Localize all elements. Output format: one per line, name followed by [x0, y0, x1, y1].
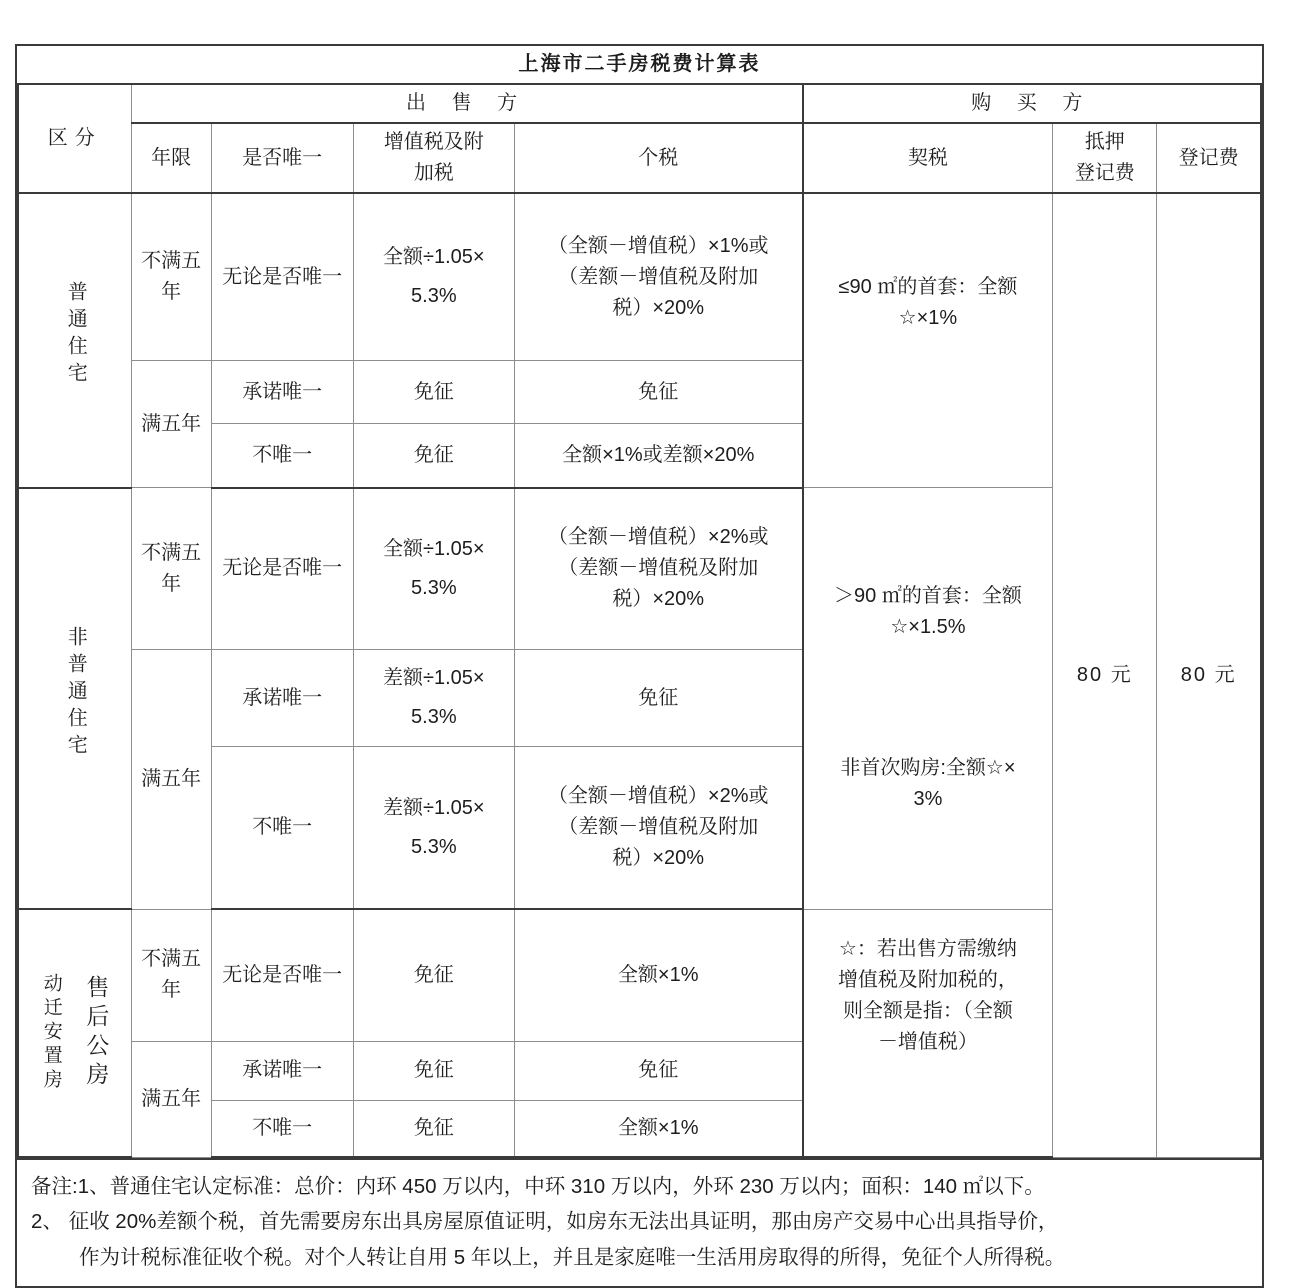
column-header-mortgage-fee: [1053, 123, 1157, 193]
income-tax-line: （差额－增值税及附加: [558, 816, 759, 838]
footer-note-line-3: 作为计税标准征收个税。对个人转让自用 5 年以上，并且是家庭唯一生活用房取得的所得，免征个人所得税。: [79, 1245, 1066, 1269]
unique-cell: 承诺唯一: [211, 1041, 353, 1101]
unique-cell: 承诺唯一: [211, 650, 353, 747]
category-non-ordinary-housing: 非普通住宅: [18, 488, 131, 910]
column-header-row: [18, 123, 1261, 193]
column-header-mortgage-fee-line1: 抵押: [1084, 131, 1125, 153]
deed-tax-line: ☆×1.5%: [890, 616, 966, 639]
income-tax-line: （全额－增值税）×1%或: [547, 234, 769, 257]
deed-tax-line: ＞90 ㎡的首套：全额: [834, 585, 1022, 608]
deed-tax-line: 3%: [913, 788, 943, 811]
footer-notes: [17, 1158, 1262, 1286]
column-header-vat-line2: 加税: [413, 162, 454, 184]
deed-tax-line: ≤90 ㎡的首套：全额: [838, 276, 1018, 298]
income-tax-line: （差额－增值税及附加: [558, 265, 759, 288]
vat-cell: [353, 747, 514, 910]
years-cell: 满五年: [131, 650, 211, 910]
vat-line: 5.3%: [411, 835, 457, 858]
tax-table: [17, 46, 1262, 1158]
unique-cell: 承诺唯一: [211, 361, 353, 424]
column-header-unique: 是否唯一: [211, 123, 353, 193]
years-cell: 满五年: [131, 361, 211, 488]
income-tax-line: 税）×20%: [612, 847, 705, 869]
vat-line: 差额÷1.05×: [383, 667, 485, 689]
mortgage-registration-fee-cell: 80 元: [1053, 193, 1157, 1157]
vat-cell: 免征: [353, 424, 514, 488]
unique-cell: 不唯一: [211, 424, 353, 488]
income-tax-line: （全额－增值税）×2%或: [547, 785, 769, 807]
group-header-row: [18, 84, 1261, 123]
years-cell: 不满五年: [131, 909, 211, 1041]
vat-cell: 免征: [353, 1101, 514, 1157]
page-title: 上海市二手房税费计算表: [18, 46, 1261, 84]
vat-line: 5.3%: [411, 706, 457, 728]
star-note-line: 则全额是指：（全额: [842, 999, 1013, 1022]
deed-tax-cell-small-first-home: [803, 193, 1053, 488]
deed-tax-line: ☆×1%: [898, 307, 958, 329]
income-tax-cell: 免征: [514, 361, 802, 424]
unique-cell: 无论是否唯一: [211, 909, 353, 1041]
income-tax-cell: [514, 747, 802, 910]
group-header-seller: 出 售 方: [131, 84, 803, 123]
column-header-years: 年限: [131, 123, 211, 193]
income-tax-cell: 全额×1%: [514, 909, 802, 1041]
vat-cell: [353, 193, 514, 361]
star-note-line: －增值税）: [877, 1030, 978, 1053]
vat-cell: [353, 488, 514, 650]
income-tax-line: 税）×20%: [612, 588, 705, 611]
column-header-deed-tax: 契税: [803, 123, 1053, 193]
income-tax-line: （差额－增值税及附加: [558, 557, 759, 580]
income-tax-cell: 免征: [514, 650, 802, 747]
vat-cell: 免征: [353, 909, 514, 1041]
vat-line: 全额÷1.05×: [383, 537, 485, 560]
deed-tax-line: 非首次购房:全额☆×: [840, 757, 1016, 780]
category-relocation-and-public-housing: [18, 909, 131, 1157]
group-header-buyer: 购 买 方: [803, 84, 1261, 123]
unique-cell: 无论是否唯一: [211, 193, 353, 361]
category-ordinary-housing: 普通住宅: [18, 193, 131, 488]
column-header-income-tax: 个税: [514, 123, 802, 193]
footer-note-line-1: 备注:1、普通住宅认定标准：总价：内环 450 万以内，中环 310 万以内，外环 230 万以内；面积：140 ㎡以下。: [31, 1175, 1045, 1198]
registration-fee-cell: 80 元: [1157, 193, 1261, 1157]
vat-cell: 免征: [353, 1041, 514, 1101]
vat-line: 5.3%: [411, 285, 457, 307]
unique-cell: 不唯一: [211, 747, 353, 910]
category-relocation-housing-label: 动迁安置房: [40, 973, 62, 1093]
years-cell: 不满五年: [131, 488, 211, 650]
footer-note-line-2: 2、 征收 20%差额个税，首先需要房东出具房屋原值证明，如房东无法出具证明，那由房产交易中心出具指导价，: [31, 1210, 1059, 1234]
deed-tax-star-note: [803, 909, 1053, 1157]
column-header-registration-fee: 登记费: [1157, 123, 1261, 193]
years-cell: 不满五年: [131, 193, 211, 361]
income-tax-cell: 全额×1%: [514, 1101, 802, 1157]
star-note-line: 增值税及附加税的，: [837, 968, 1018, 991]
column-header-vat-line1: 增值税及附: [383, 131, 484, 153]
vat-line: 差额÷1.05×: [383, 796, 485, 819]
income-tax-line: （全额－增值税）×2%或: [547, 526, 769, 549]
income-tax-cell: [514, 488, 802, 650]
unique-cell: 不唯一: [211, 1101, 353, 1157]
income-tax-line: 税）×20%: [612, 296, 705, 319]
category-public-housing-label: 售后公房: [83, 975, 110, 1091]
income-tax-cell: 全额×1%或差额×20%: [514, 424, 802, 488]
years-cell: 满五年: [131, 1041, 211, 1157]
column-header-category: 区分: [18, 84, 131, 193]
vat-line: 全额÷1.05×: [383, 246, 485, 268]
income-tax-cell: 免征: [514, 1041, 802, 1101]
column-header-vat: [353, 123, 514, 193]
tax-table-sheet: [15, 44, 1264, 1288]
deed-tax-cell-large-first-home: [803, 488, 1053, 910]
star-note-line: ☆：若出售方需缴纳: [838, 937, 1017, 960]
vat-cell: 免征: [353, 361, 514, 424]
vat-line: 5.3%: [411, 576, 457, 599]
unique-cell: 无论是否唯一: [211, 488, 353, 650]
table-row: [18, 193, 1261, 361]
vat-cell: [353, 650, 514, 747]
title-row: [18, 46, 1261, 84]
column-header-mortgage-fee-line2: 登记费: [1074, 162, 1135, 184]
income-tax-cell: [514, 193, 802, 361]
